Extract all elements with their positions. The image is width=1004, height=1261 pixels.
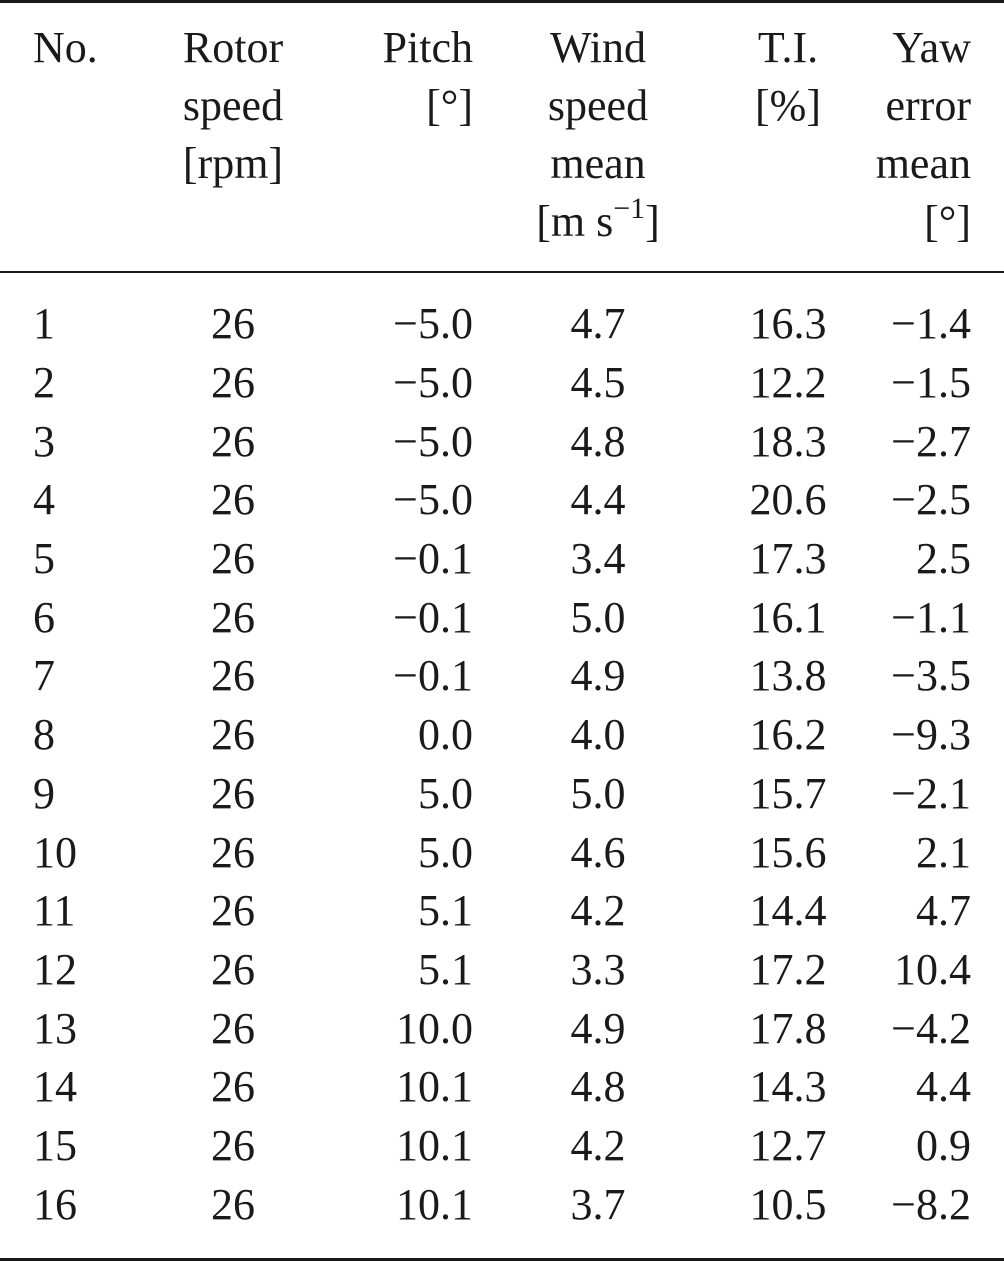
table-row: [0, 1117, 1004, 1176]
table-cell: 26: [211, 358, 255, 408]
table-cell: 3.4: [570, 534, 626, 584]
table-cell: 3: [33, 416, 55, 466]
column-header-line: [°]: [924, 197, 971, 246]
table-cell: 20.6: [749, 475, 827, 525]
column-header-line: error: [885, 81, 971, 130]
table-cell: 26: [211, 1120, 255, 1170]
table-cell: 15.6: [749, 827, 827, 877]
column-header-1: [153, 2, 313, 273]
table-cell: 10.5: [749, 1179, 827, 1229]
table-cell: −8.2: [891, 1179, 971, 1229]
table-row: [0, 823, 1004, 882]
table-cell: 2: [33, 358, 55, 408]
table-cell: 26: [211, 886, 255, 936]
table-cell: 12.7: [749, 1120, 827, 1170]
table-cell: 26: [211, 592, 255, 642]
unit-exponent: −1: [613, 192, 646, 225]
column-header-line: mean: [875, 139, 971, 188]
table-cell: 0.0: [418, 710, 473, 760]
table-cell: 5.1: [418, 944, 473, 994]
table-cell: 16.3: [749, 299, 827, 349]
table-row: [0, 941, 1004, 1000]
table-cell: 14.4: [749, 886, 827, 936]
column-header-line: Wind: [550, 23, 646, 72]
table-cell: 13: [33, 1003, 77, 1053]
table-cell: 2.1: [916, 827, 971, 877]
header-row: [0, 2, 1004, 273]
table-cell: 10.1: [396, 1062, 473, 1112]
table-cell: 16.2: [749, 710, 827, 760]
table-row: [0, 1058, 1004, 1117]
column-header-line: Pitch: [382, 23, 473, 72]
table-row: [0, 765, 1004, 824]
table-cell: 4.5: [570, 358, 626, 408]
table-cell: −5.0: [393, 475, 473, 525]
table-cell: 6: [33, 592, 55, 642]
table-row: [0, 588, 1004, 647]
table-cell: 14: [33, 1062, 77, 1112]
table-cell: 26: [211, 1062, 255, 1112]
table-cell: 15.7: [749, 768, 827, 818]
table-row: [0, 272, 1004, 354]
table-cell: 1: [33, 299, 55, 349]
table-cell: 4.8: [570, 416, 626, 466]
table-cell: 26: [211, 1003, 255, 1053]
table-cell: 10.0: [396, 1003, 473, 1053]
column-header-line: speed: [182, 81, 284, 130]
table-body: [0, 272, 1004, 1260]
table-cell: 17.3: [749, 534, 827, 584]
table-cell: 26: [211, 534, 255, 584]
unit-close: ]: [645, 197, 660, 246]
table-cell: 3.7: [570, 1179, 626, 1229]
table-cell: 5: [33, 534, 55, 584]
table-row: [0, 354, 1004, 413]
table-cell: 4.9: [570, 1003, 626, 1053]
table-cell: 15: [33, 1120, 77, 1170]
table-cell: 12: [33, 944, 77, 994]
table-cell: 26: [211, 827, 255, 877]
table-cell: 8: [33, 710, 55, 760]
table-header: [0, 2, 1004, 273]
column-header-line: mean: [550, 139, 646, 188]
table-row: [0, 999, 1004, 1058]
table-cell: 12.2: [749, 358, 827, 408]
column-header-3: [473, 2, 723, 273]
table-cell: 16: [33, 1179, 77, 1229]
table-cell: −5.0: [393, 299, 473, 349]
table-cell: −5.0: [393, 416, 473, 466]
column-header-line: [°]: [426, 81, 473, 130]
table-cell: 4.0: [570, 710, 626, 760]
table-cell: 16.1: [749, 592, 827, 642]
table-cell: 26: [211, 1179, 255, 1229]
table-cell: 9: [33, 768, 55, 818]
column-header-line: No.: [33, 23, 98, 72]
table-cell: 13.8: [749, 651, 827, 701]
table-cell: 4.7: [916, 886, 971, 936]
table-cell: 4.7: [570, 299, 626, 349]
table-row: [0, 412, 1004, 471]
table-cell: 10.1: [396, 1179, 473, 1229]
table-cell: 5.1: [418, 886, 473, 936]
column-header-line: Rotor: [182, 23, 284, 72]
table-row: [0, 1175, 1004, 1259]
table-cell: 4.6: [570, 827, 626, 877]
table-cell: 17.2: [749, 944, 827, 994]
table-row: [0, 471, 1004, 530]
column-header-2: [313, 2, 473, 273]
table-cell: 7: [33, 651, 55, 701]
table-cell: 11: [33, 886, 76, 936]
table-cell: 4.8: [570, 1062, 626, 1112]
table-cell: 5.0: [418, 827, 473, 877]
table-row: [0, 530, 1004, 589]
table-cell: 17.8: [749, 1003, 827, 1053]
column-header-5: [853, 2, 1004, 273]
table-cell: 3.3: [570, 944, 626, 994]
table-cell: −2.1: [891, 768, 971, 818]
table-cell: 14.3: [749, 1062, 827, 1112]
table-cell: −5.0: [393, 358, 473, 408]
table-cell: −0.1: [393, 651, 473, 701]
table-cell: 26: [211, 475, 255, 525]
table-cell: 26: [211, 416, 255, 466]
table-cell: 4.2: [570, 886, 626, 936]
table-cell: 26: [211, 944, 255, 994]
table-cell: −2.5: [891, 475, 971, 525]
table-cell: 10.4: [894, 944, 971, 994]
column-header-line: Yaw: [892, 23, 971, 72]
column-header-0: [0, 2, 153, 273]
table-cell: 26: [211, 299, 255, 349]
table-cell: −1.5: [891, 358, 971, 408]
table-cell: −3.5: [891, 651, 971, 701]
table-cell: 26: [211, 768, 255, 818]
table-cell: 4.4: [570, 475, 626, 525]
column-header-line: speed: [547, 81, 649, 130]
table-cell: 10: [33, 827, 77, 877]
table-cell: −4.2: [891, 1003, 971, 1053]
unit-text: [m s: [536, 197, 614, 246]
table-row: [0, 706, 1004, 765]
table-cell: 4.4: [916, 1062, 971, 1112]
column-header-4: [723, 2, 853, 273]
column-header-unit: [473, 193, 723, 251]
table-cell: 4.9: [570, 651, 626, 701]
table-cell: 5.0: [570, 592, 626, 642]
table-cell: 4: [33, 475, 55, 525]
column-header-line: [%]: [755, 81, 821, 130]
table-cell: 0.9: [916, 1120, 971, 1170]
table-cell: 4.2: [570, 1120, 626, 1170]
table-cell: 26: [211, 651, 255, 701]
table-cell: −2.7: [891, 416, 971, 466]
column-header-line: [rpm]: [182, 139, 284, 188]
table-cell: −1.1: [891, 592, 971, 642]
table-cell: −1.4: [891, 299, 971, 349]
table-cell: 18.3: [749, 416, 827, 466]
table-cell: −0.1: [393, 592, 473, 642]
table-row: [0, 882, 1004, 941]
table-cell: 10.1: [396, 1120, 473, 1170]
table-cell: 26: [211, 710, 255, 760]
table-cell: 5.0: [570, 768, 626, 818]
table-cell: 5.0: [418, 768, 473, 818]
table-row: [0, 647, 1004, 706]
table-cell: 2.5: [916, 534, 971, 584]
table-cell: −9.3: [891, 710, 971, 760]
column-header-line: T.I.: [757, 23, 819, 72]
table-cell: −0.1: [393, 534, 473, 584]
